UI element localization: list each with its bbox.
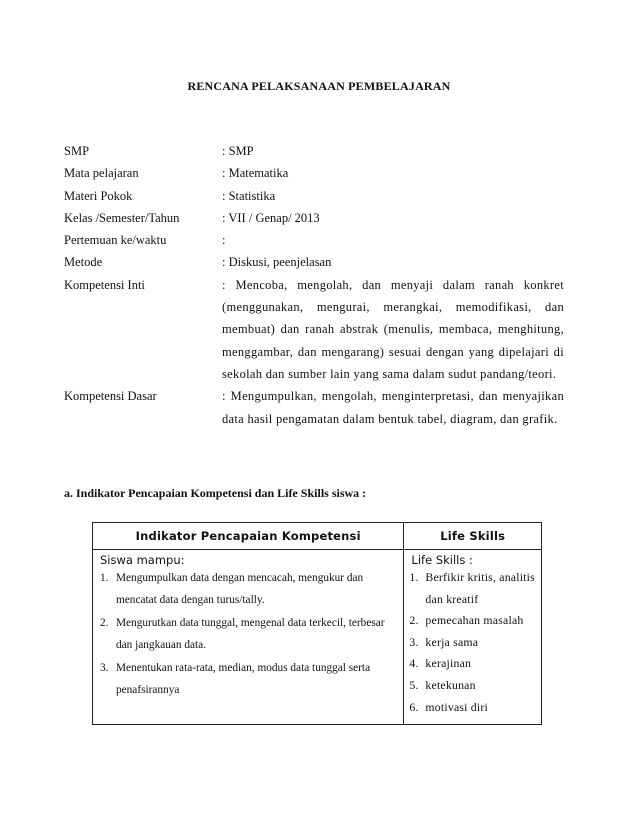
indicator-cell: [93, 550, 404, 725]
info-row-meeting: [64, 229, 564, 251]
indicator-table: [92, 522, 542, 725]
item-text: ketekunan: [425, 677, 476, 692]
info-row-basic-competence: [64, 385, 564, 430]
item-text: kerja sama: [425, 634, 479, 649]
item-number: 1.: [409, 570, 419, 584]
lifeskills-intro: Life Skills :: [411, 553, 473, 567]
list-item: [94, 657, 402, 702]
info-row-method: [64, 251, 564, 273]
item-number: 4.: [409, 656, 419, 671]
indicator-intro: Siswa mampu:: [100, 553, 185, 567]
info-label: Metode: [64, 255, 103, 270]
list-item: [405, 567, 540, 610]
info-label: Pertemuan ke/waktu: [64, 233, 167, 248]
item-text: Mengurutkan data tunggal, mengenal data terkecil, terbesar dan jangkauan data.: [116, 616, 385, 652]
item-number: 3.: [409, 634, 419, 649]
list-item: [405, 675, 540, 697]
info-label: Mata pelajaran: [64, 166, 139, 181]
info-label: Kompetensi Dasar: [64, 389, 157, 404]
item-number: 2.: [409, 613, 419, 628]
list-item: [405, 610, 540, 632]
info-value: :: [222, 233, 226, 248]
item-text: pemecahan masalah: [425, 613, 524, 628]
table-row: [93, 550, 542, 725]
info-label: Materi Pokok: [64, 188, 133, 203]
info-label: Kelas /Semester/Tahun: [64, 210, 180, 225]
section-heading: a. Indikator Pencapaian Kompetensi dan Life Skills siswa :: [64, 486, 367, 500]
list-item: [405, 632, 540, 654]
list-item: [94, 567, 402, 612]
info-list: [64, 140, 564, 430]
list-item: [94, 612, 402, 657]
table-header: Indikator Pencapaian Kompetensi: [93, 523, 404, 550]
info-row-topic: [64, 185, 564, 207]
document-title: RENCANA PELAKSANAAN PEMBELAJARAN: [187, 79, 451, 93]
item-text: motivasi diri: [425, 699, 488, 714]
list-item: [405, 653, 540, 675]
info-row-subject: [64, 162, 564, 184]
info-label: SMP: [64, 144, 90, 158]
item-text: kerajinan: [425, 656, 472, 671]
info-value: : Mengumpulkan, mengolah, menginterpretasi, dan menyajikan data hasil pengamatan dalam bentuk tabel, diagram, dan grafik.: [222, 389, 564, 426]
item-number: 2.: [100, 616, 109, 629]
item-number: 5.: [409, 677, 419, 692]
list-item: [405, 697, 540, 719]
info-value: : Mencoba, mengolah, dan menyaji dalam ranah konkret (menggunakan, mengurai, merangkai, memodifikasi, dan membuat) dan ranah abstrak (menulis, membaca, menghitung, menggambar, dan mengarang) sesuai dengan yang dipelajari di sekolah dan sumber lain yang sama dalam sudut pandang/teori.: [222, 277, 564, 381]
info-value: : SMP: [222, 144, 254, 158]
info-row-school: [64, 140, 564, 162]
item-number: 3.: [100, 661, 109, 674]
info-row-class: [64, 207, 564, 229]
table-header: Life Skills: [404, 523, 542, 550]
item-number: 1.: [100, 572, 109, 584]
info-value: : Matematika: [222, 166, 289, 181]
lifeskills-cell: [404, 550, 542, 725]
item-text: Mengumpulkan data dengan mencacah, mengukur dan mencatat data dengan turus/tally.: [116, 572, 364, 607]
table-header-row: [93, 523, 542, 550]
info-row-core-competence: [64, 274, 564, 385]
item-number: 6.: [409, 699, 419, 714]
info-value: : Diskusi, peenjelasan: [222, 255, 332, 270]
item-text: Berfikir kritis, analitis dan kreatif: [425, 570, 535, 606]
info-label: Kompetensi Inti: [64, 277, 145, 292]
info-value: : Statistika: [222, 188, 276, 203]
info-value: : VII / Genap/ 2013: [222, 210, 320, 225]
item-text: Menentukan rata-rata, median, modus data tunggal serta penafsirannya: [116, 661, 371, 697]
